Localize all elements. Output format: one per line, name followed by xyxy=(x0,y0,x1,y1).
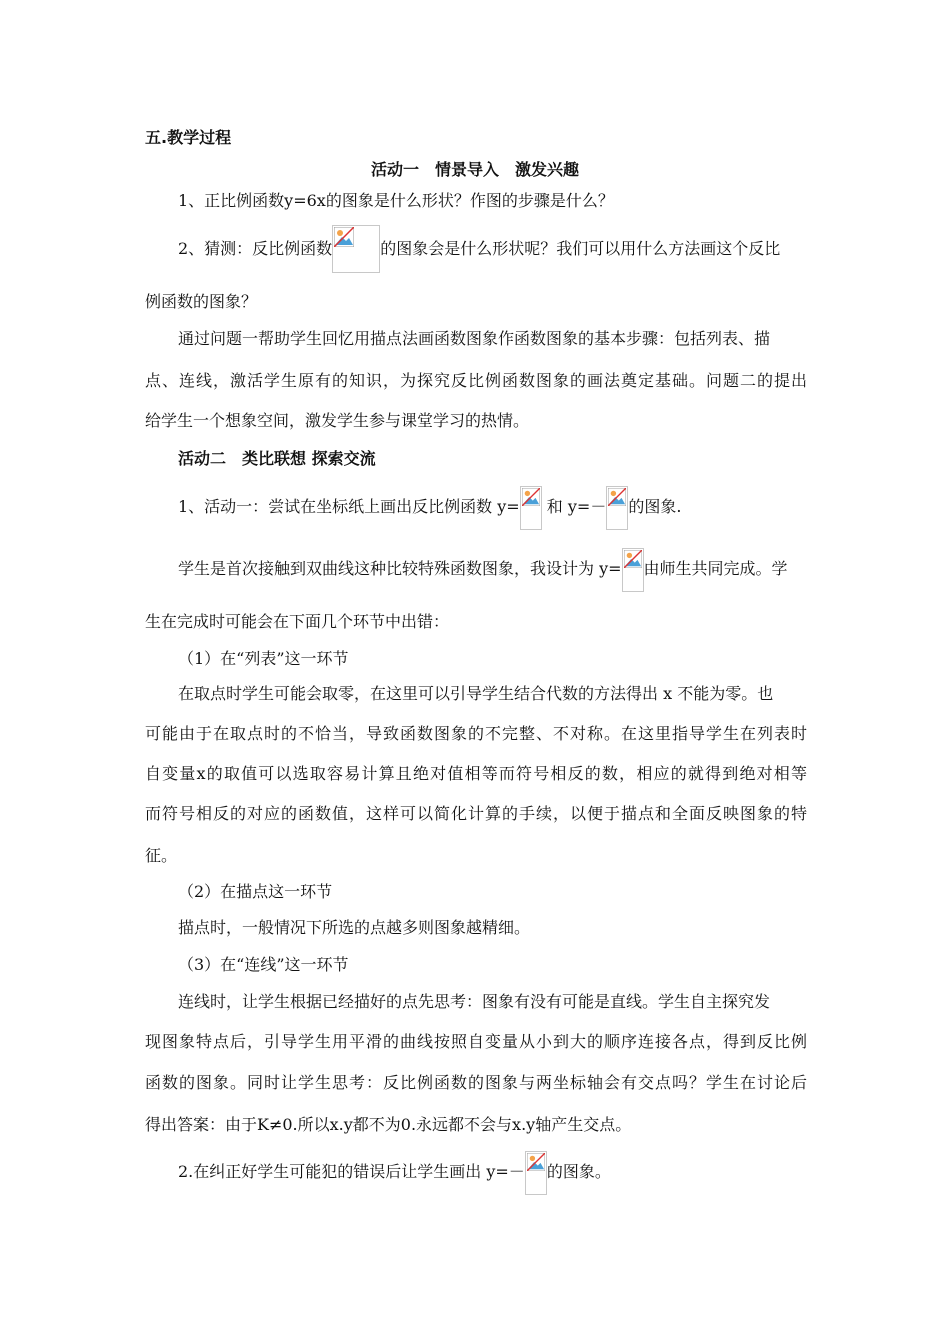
step3-line2: 现图象特点后，引导学生用平滑的曲线按照自变量从小到大的顺序连接各点，得到反比例 xyxy=(145,1032,807,1051)
step2-line1: 描点时，一般情况下所选的点越多则图象越精细。 xyxy=(178,918,531,937)
activity-2-prefix: 2.在纠正好学生可能犯的错误后让学生画出 y=－ xyxy=(178,1162,525,1181)
activity-2-line xyxy=(178,1149,611,1195)
step3-line1: 连线时，让学生根据已经描好的点先思考：图象有没有可能是直线。学生自主探究发 xyxy=(178,992,771,1011)
activity-2-suffix: 的图象。 xyxy=(546,1162,611,1181)
formula-image-icon xyxy=(606,486,628,530)
activity-1-line xyxy=(178,484,681,530)
formula-image-icon xyxy=(622,548,644,592)
step1-title: （1）在“列表”这一环节 xyxy=(178,649,349,668)
formula-image-icon xyxy=(525,1151,547,1195)
para2-line1 xyxy=(178,546,788,592)
step1-line4: 而符号相反的对应的函数值，这样可以简化计算的手续，以便于描点和全面反映图象的特 xyxy=(145,804,807,823)
activity-1-prefix: 1、活动一：尝试在坐标纸上画出反比例函数 y= xyxy=(178,497,520,516)
step2-title: （2）在描点这一环节 xyxy=(178,882,333,901)
activity1-title: 活动一 情景导入 激发兴趣 xyxy=(370,160,579,179)
step3-title: （3）在“连线”这一环节 xyxy=(178,955,349,974)
para1-line3: 给学生一个想象空间，激发学生参与课堂学习的热情。 xyxy=(145,411,530,430)
section-title: 五.教学过程 xyxy=(145,128,232,147)
question-2-prefix: 2、猜测：反比例函数 xyxy=(178,239,333,258)
activity2-title: 活动二 类比联想 探索交流 xyxy=(178,449,376,468)
activity-1-suffix: 的图象. xyxy=(628,497,682,516)
question-2-line1 xyxy=(178,225,780,273)
step1-line3: 自变量x的取值可以选取容易计算且绝对值相等而符号相反的数，相应的就得到绝对相等 xyxy=(145,764,807,783)
para2-prefix: 学生是首次接触到双曲线这种比较特殊函数图象，我设计为 y= xyxy=(178,559,622,578)
question-2-line2: 例函数的图象？ xyxy=(145,292,258,311)
step3-line3: 函数的图象。同时让学生思考：反比例函数的图象与两坐标轴会有交点吗？学生在讨论后 xyxy=(145,1073,807,1092)
para2-suffix: 由师生共同完成。学 xyxy=(643,559,788,578)
para1-line1: 通过问题一帮助学生回忆用描点法画函数图象作函数图象的基本步骤：包括列表、描 xyxy=(178,329,771,348)
step1-line2: 可能由于在取点时的不恰当，导致函数图象的不完整、不对称。在这里指导学生在列表时 xyxy=(145,724,807,743)
para2-line2: 生在完成时可能会在下面几个环节中出错： xyxy=(145,612,450,631)
activity-1-mid: 和 y=－ xyxy=(541,497,607,516)
step1-line1: 在取点时学生可能会取零，在这里可以引导学生结合代数的方法得出 x 不能为零。也 xyxy=(178,684,774,703)
para1-line2: 点、连线，激活学生原有的知识，为探究反比例函数图象的画法奠定基础。问题二的提出 xyxy=(145,371,807,390)
formula-image-icon xyxy=(520,486,542,530)
question-1: 1、正比例函数y=6x的图象是什么形状？作图的步骤是什么？ xyxy=(178,191,614,210)
formula-image-icon xyxy=(332,225,380,273)
question-2-suffix: 的图象会是什么形状呢？我们可以用什么方法画这个反比 xyxy=(380,239,781,258)
step3-line4: 得出答案：由于K≠0.所以x.y都不为0.永远都不会与x.y轴产生交点。 xyxy=(145,1115,632,1134)
step1-line5: 征。 xyxy=(145,846,178,865)
